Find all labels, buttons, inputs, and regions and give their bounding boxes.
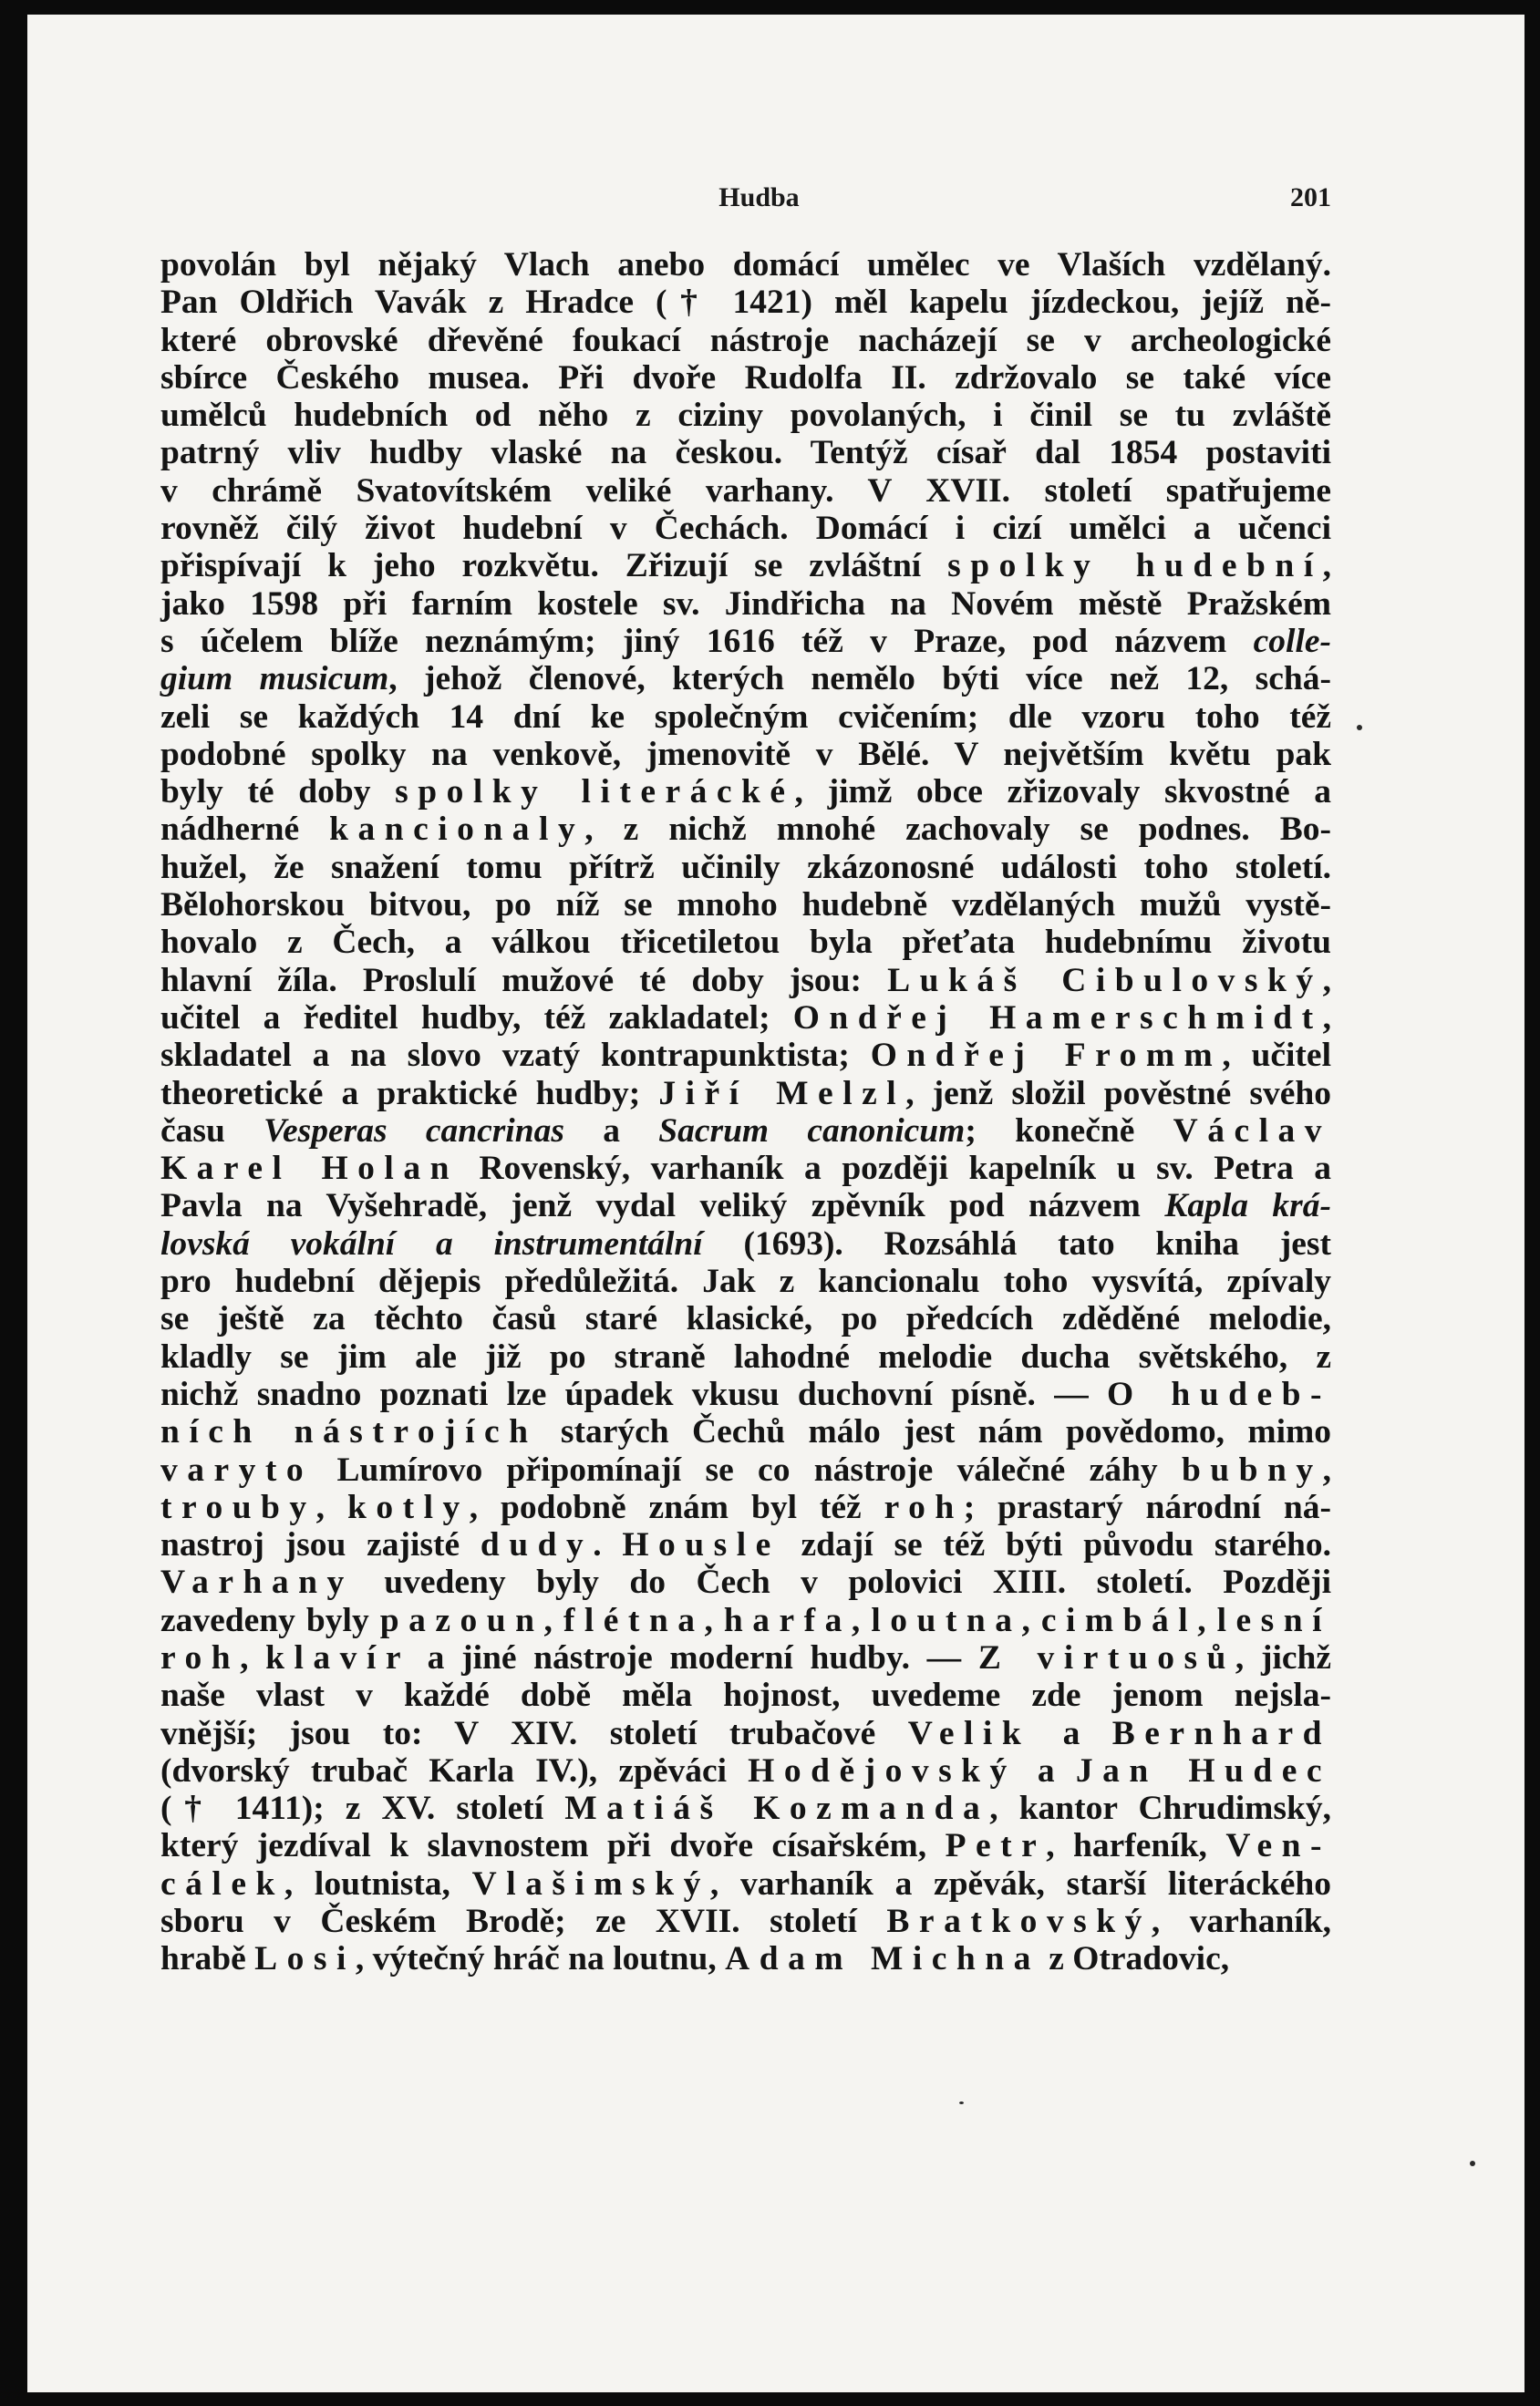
text-line — [160, 1225, 1331, 1263]
spaced-term: Bernhard — [1111, 1714, 1332, 1752]
spaced-term: harfa — [723, 1601, 852, 1639]
text-run: byly té doby — [160, 773, 396, 811]
text-line — [160, 1940, 1331, 1977]
spaced-term: Velik — [907, 1714, 1031, 1752]
text-run: hužel, že snažení tomu přítrž učinily zkázonosné události toho století. — [160, 848, 1331, 886]
text-run: naše vlast v každé době měla hojnost, uvedeme zde jenom nejsla- — [160, 1677, 1331, 1715]
text-line — [160, 1602, 1331, 1639]
text-run: . — [593, 1526, 623, 1564]
text-line — [160, 1827, 1331, 1864]
text-run: umělců hudebních od něho z ciziny povolaných, i činil se tu zvláště — [160, 397, 1331, 435]
text-run: ; konečně — [965, 1111, 1173, 1150]
text-line — [160, 623, 1331, 660]
text-line — [160, 1865, 1331, 1903]
text-run: a — [563, 1111, 659, 1150]
text-line — [160, 1790, 1331, 1827]
text-run: , — [1322, 998, 1332, 1037]
spaced-term: Karel Holan — [160, 1150, 459, 1188]
text-line — [160, 698, 1331, 736]
spaced-term: Ondřej Fromm — [870, 1037, 1223, 1075]
running-title: Hudba — [718, 182, 800, 212]
spaced-term: roh — [884, 1488, 964, 1526]
italic-title: Sacrum canonicum — [658, 1111, 966, 1150]
text-line — [160, 434, 1331, 471]
text-line — [160, 1639, 1331, 1677]
spaced-term: roh — [160, 1638, 241, 1677]
text-line — [160, 359, 1331, 397]
italic-title: Vesperas cancrinas — [264, 1111, 564, 1150]
text-run: , z nichž mnohé zachovaly se podnes. Bo- — [584, 811, 1332, 849]
text-run: patrný vliv hudby vlaské na českou. Tentýž císař dal 1854 postaviti — [160, 434, 1331, 472]
spaced-term: kotly — [346, 1488, 470, 1526]
text-run: , jichž — [1235, 1638, 1332, 1677]
text-run: , — [315, 1488, 347, 1526]
spaced-term: O hudeb- — [1106, 1375, 1331, 1413]
spaced-term: Vlašimský — [471, 1864, 710, 1903]
text-run: vnější; jsou to: V XIV. století trubačové — [160, 1714, 908, 1752]
spaced-term: Hodějovský — [748, 1751, 1017, 1790]
spaced-term: ních nástrojích — [160, 1413, 538, 1451]
text-run: ; prastarý národní ná- — [963, 1488, 1331, 1526]
spaced-term: Housle — [622, 1526, 780, 1564]
spaced-term: Matiáš Kozmanda — [564, 1790, 990, 1828]
italic-title: Kapla krá- — [1164, 1187, 1332, 1225]
text-run: , jenž složil pověstné svého — [905, 1074, 1331, 1112]
spaced-term: Václav — [1173, 1111, 1332, 1150]
text-line — [160, 924, 1331, 961]
text-line — [160, 397, 1331, 434]
spaced-term: trouby — [160, 1488, 316, 1526]
text-run: († 1411); z XV. století — [160, 1790, 565, 1828]
text-run: nádherné — [160, 811, 330, 849]
spaced-term: dudy — [480, 1526, 594, 1564]
spaced-term: Ven- — [1225, 1827, 1331, 1865]
text-run: Pavla na Vyšehradě, jenž vydal veliký zpěvník pod názvem — [160, 1187, 1165, 1225]
text-run: hlavní žíla. Proslulí mužové té doby jsou: — [160, 961, 888, 999]
text-run: (1693). Rozsáhlá tato kniha jest — [702, 1224, 1331, 1263]
scan-speck — [1470, 2161, 1475, 2166]
scan-speck — [959, 2101, 964, 2104]
page-number: 201 — [1290, 182, 1331, 212]
text-line — [160, 1752, 1331, 1790]
spaced-term: cimbál — [1040, 1601, 1198, 1639]
body-text — [160, 246, 1331, 1978]
text-run: (dvorský trubač Karla IV.), zpěváci — [160, 1751, 749, 1790]
spaced-term: Lukáš Cibulovský — [887, 961, 1323, 999]
text-run: zeli se každých 14 dní ke společným cvičením; dle vzoru toho též — [160, 697, 1331, 736]
text-run: , — [1197, 1601, 1217, 1639]
text-line — [160, 773, 1331, 811]
text-run: kladly se jim ale již po straně lahodné melodie ducha světského, z — [160, 1337, 1331, 1376]
text-run: sboru v Českém Brodě; ze XVII. století — [160, 1903, 887, 1941]
text-line — [160, 1489, 1331, 1526]
text-line — [160, 585, 1331, 623]
text-run: , — [240, 1638, 266, 1677]
text-run: nastroj jsou zajisté — [160, 1526, 481, 1564]
text-line — [160, 1677, 1331, 1714]
spaced-term: varyto — [160, 1451, 314, 1489]
text-run: , jimž obce zřizovaly skvostné a — [794, 773, 1332, 811]
text-line — [160, 246, 1331, 284]
text-line — [160, 1903, 1331, 1940]
text-run: pro hudební dějepis předůležitá. Jak z kancionalu toho vysvítá, zpívaly — [160, 1263, 1331, 1301]
text-line — [160, 660, 1331, 697]
text-line — [160, 1564, 1331, 1601]
text-line — [160, 510, 1331, 547]
text-run: starých Čechů málo jest nám povědomo, mimo — [537, 1413, 1331, 1451]
text-run: a jiné nástroje moderní hudby. — — [409, 1638, 978, 1677]
spaced-term: flétna — [563, 1601, 705, 1639]
text-run: které obrovské dřevěné foukací nástroje nacházejí se v archeologické — [160, 321, 1331, 359]
text-run: , varhaník, — [1151, 1903, 1331, 1941]
spaced-term: bubny — [1181, 1451, 1323, 1489]
text-run: podobné spolky na venkově, jmenovitě v Bělé. V největším květu pak — [160, 735, 1331, 773]
text-run: hovalo z Čech, a válkou třicetiletou byla přeťata hudebnímu životu — [160, 924, 1331, 962]
text-run: z Otradovic, — [1039, 1940, 1230, 1978]
spaced-term: Varhany — [160, 1564, 354, 1602]
text-run: rovněž čilý život hudební v Čechách. Domácí i cizí umělci a učenci — [160, 510, 1331, 548]
text-run: Pan Oldřich Vavák z Hradce († 1421) měl kapelu jízdeckou, jejíž ně- — [160, 284, 1331, 322]
text-line — [160, 1300, 1331, 1337]
spaced-term: kancionaly — [329, 811, 585, 849]
text-line — [160, 472, 1331, 510]
text-run: učitel a ředitel hudby, též zakladatel; — [160, 998, 793, 1037]
text-line — [160, 1451, 1331, 1489]
text-run: , loutnista, — [284, 1864, 472, 1903]
spaced-term: spolky hudební — [947, 547, 1323, 585]
text-run: nichž snadno poznati lze úpadek vkusu duchovní písně. — — [160, 1375, 1107, 1413]
text-line — [160, 1376, 1331, 1413]
text-run: , — [704, 1601, 724, 1639]
text-line — [160, 736, 1331, 773]
text-run: zdají se též býti původu starého. — [780, 1526, 1332, 1564]
text-line — [160, 1413, 1331, 1451]
spaced-term: pazoun — [379, 1601, 544, 1639]
text-line — [160, 1112, 1331, 1150]
text-run: , harfeník, — [1046, 1827, 1226, 1865]
spaced-term: Ondřej Hamerschmidt — [792, 998, 1323, 1037]
text-run: se ještě za těchto časů staré klasické, po předcích zděděné melodie, — [160, 1300, 1331, 1338]
text-run: , — [1322, 1451, 1331, 1489]
spaced-term: Bratkovský — [886, 1903, 1152, 1941]
text-run: a — [1016, 1751, 1076, 1790]
text-line — [160, 284, 1331, 321]
text-run: , varhaník a zpěvák, starší literáckého — [709, 1864, 1331, 1903]
text-line — [160, 1715, 1331, 1752]
text-run: , podobně znám byl též — [469, 1488, 884, 1526]
spaced-term: Jan Hudec — [1075, 1751, 1331, 1790]
text-run: přispívají k jeho rozkvětu. Zřizují se zvláštní — [160, 547, 948, 585]
text-run: , — [543, 1601, 563, 1639]
text-run: Bělohorskou bitvou, po níž se mnoho hudebně vzdělaných mužů vystě- — [160, 886, 1331, 924]
text-line — [160, 1075, 1331, 1112]
text-run: , — [1322, 961, 1331, 999]
text-run: Lumírovo připomínají se co nástroje válečné záhy — [313, 1451, 1182, 1489]
spaced-term: Jiří Melzl — [658, 1074, 906, 1112]
italic-title: gium musicum — [160, 660, 389, 698]
text-run: , výtečný hráč na loutnu, — [355, 1940, 726, 1978]
spaced-term: loutna — [871, 1601, 1022, 1639]
italic-title: lovská vokální a instrumentální — [160, 1224, 703, 1263]
text-run: času — [160, 1111, 264, 1150]
spaced-term: Adam Michna — [725, 1940, 1040, 1978]
text-run: zavedeny byly — [160, 1601, 380, 1639]
text-run: v chrámě Svatovítském veliké varhany. V XVII. století spatřujeme — [160, 471, 1331, 510]
spaced-term: Petr — [945, 1827, 1047, 1865]
text-run: uvedeny byly do Čech v polovici XIII. století. Později — [353, 1564, 1331, 1602]
text-line — [160, 1338, 1331, 1376]
text-line — [160, 999, 1331, 1037]
text-run: , jehož členové, kterých nemělo býti více než 12, schá- — [388, 660, 1331, 698]
text-run: s účelem blíže neznámým; jiný 1616 též v Praze, pod názvem — [160, 622, 1254, 660]
text-run: , — [851, 1601, 872, 1639]
text-line — [160, 1526, 1331, 1564]
italic-title: colle- — [1253, 622, 1331, 660]
text-run: jako 1598 při farním kostele sv. Jindřicha na Novém městě Pražském — [160, 584, 1331, 623]
spaced-term: spolky literácké — [395, 773, 795, 811]
spaced-term: Losi — [254, 1940, 356, 1978]
text-run: sbírce Českého musea. Při dvoře Rudolfa II. zdržovalo se také více — [160, 358, 1331, 397]
text-line — [160, 1187, 1331, 1224]
text-line — [160, 1037, 1331, 1074]
scan-speck — [1357, 725, 1362, 730]
text-line — [160, 1150, 1331, 1187]
spaced-term: klavír — [265, 1638, 410, 1677]
text-line — [160, 547, 1331, 584]
text-run: hrabě — [160, 1940, 255, 1978]
text-run: povolán byl nějaký Vlach anebo domácí umělec ve Vlaších vzdělaný. — [160, 246, 1331, 284]
text-line — [160, 811, 1331, 848]
text-run: a — [1030, 1714, 1112, 1752]
spaced-term: lesní — [1216, 1601, 1332, 1639]
spaced-term: cálek — [160, 1864, 284, 1903]
text-run: , — [1322, 547, 1331, 585]
text-run: theoretické a praktické hudby; — [160, 1074, 659, 1112]
text-run: který jezdíval k slavnostem při dvoře císařském, — [160, 1827, 946, 1865]
text-line — [160, 849, 1331, 886]
text-run: skladatel a na slovo vzatý kontrapunktista; — [160, 1037, 871, 1075]
text-run: , — [1021, 1601, 1041, 1639]
running-header — [187, 182, 1331, 219]
text-run: , kantor Chrudimský, — [989, 1790, 1331, 1828]
spaced-term: Z virtuosů — [977, 1638, 1235, 1677]
text-line — [160, 1263, 1331, 1300]
text-line — [160, 962, 1331, 999]
text-line — [160, 322, 1331, 359]
text-line — [160, 886, 1331, 924]
text-run: , učitel — [1222, 1037, 1331, 1075]
text-run: Rovenský, varhaník a později kapelník u sv. Petra a — [458, 1150, 1331, 1188]
